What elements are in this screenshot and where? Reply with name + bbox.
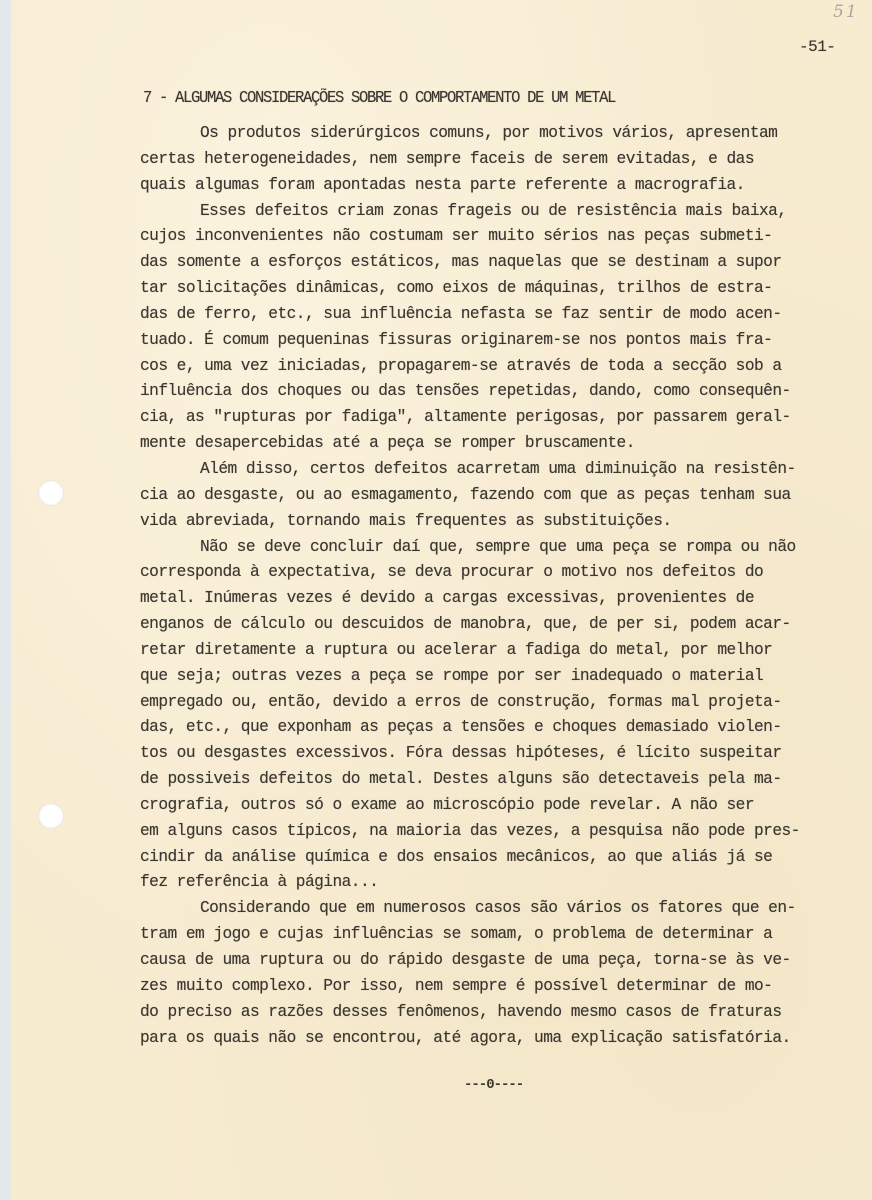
text-line: empregado ou, então, devido a erros de construção, formas mal projeta- — [140, 692, 782, 711]
body-text — [140, 121, 872, 1051]
text-line: fez referência à página... — [140, 873, 379, 892]
section-heading: 7 - ALGUMAS CONSIDERAÇÕES SOBRE O COMPORTAMENTO DE UM METAL — [143, 88, 616, 108]
document-page — [11, 0, 872, 1200]
page-number: -51- — [799, 38, 836, 56]
text-line: para os quais não se encontrou, até agora, uma explicação satisfatória. — [140, 1028, 791, 1047]
text-line: tos ou desgastes excessivos. Fóra dessas hipóteses, é lícito suspeitar — [140, 744, 782, 763]
text-line: tar solicitações dinâmicas, como eixos de máquinas, trilhos de estra- — [140, 279, 773, 298]
paragraph-first-line: Esses defeitos criam zonas frageis ou de resistência mais baixa, — [200, 201, 787, 220]
paragraph-first-line: Não se deve concluir daí que, sempre que uma peça se rompa ou não — [200, 537, 796, 556]
text-line: enganos de cálculo ou descuidos de manobra, que, de per si, podem acar- — [140, 615, 791, 634]
text-line: certas heterogeneidades, nem sempre faceis de serem evitadas, e das — [140, 149, 754, 168]
section-end-separator: ---0---- — [464, 1077, 524, 1093]
text-line: causa de uma ruptura ou do rápido desgaste de uma peça, torna-se às ve- — [140, 951, 791, 969]
text-line: cos e, uma vez iniciadas, propagarem-se através de toda a secção sob a — [140, 356, 782, 375]
text-line: metal. Inúmeras vezes é devido a cargas excessivas, provenientes de — [140, 589, 754, 608]
text-line: cia ao desgaste, ou ao esmagamento, fazendo com que as peças tenham sua — [140, 485, 791, 504]
text-line: das somente a esforços estáticos, mas naquelas que se destinam a supor — [140, 253, 782, 272]
text-line: zes muito complexo. Por isso, nem sempre é possível determinar de mo- — [140, 976, 773, 995]
text-line: em alguns casos típicos, na maioria das vezes, a pesquisa não pode pres- — [140, 821, 800, 840]
text-line: corresponda à expectativa, se deva procurar o motivo nos defeitos do — [140, 563, 764, 582]
text-line: cujos inconvenientes não costumam ser muito sérios nas peças submeti- — [140, 227, 773, 246]
text-line: das, etc., que exponham as peças a tensões e choques demasiado violen- — [140, 718, 782, 737]
text-line: de possiveis defeitos do metal. Destes alguns são detectaveis pela ma- — [140, 770, 782, 789]
text-line: do preciso as razões desses fenômenos, havendo mesmo casos de fraturas — [140, 1002, 782, 1021]
handwritten-page-number: 51 — [833, 2, 859, 22]
text-line: tram em jogo e cujas influências se somam, o problema de determinar a — [140, 925, 773, 944]
text-line: que seja; outras vezes a peça se rompe por ser inadequado o material — [140, 666, 764, 685]
text-line: cia, as "rupturas por fadiga", altamente perigosas, por passarem geral- — [140, 408, 791, 427]
text-line: quais algumas foram apontadas nesta parte referente a macrografia. — [140, 175, 745, 194]
text-line: retar diretamente a ruptura ou acelerar a fadiga do metal, por melhor — [140, 640, 773, 659]
punch-hole — [38, 480, 64, 506]
text-line: influência dos choques ou das tensões repetidas, dando, como consequên- — [140, 382, 791, 401]
text-line: cindir da análise química e dos ensaios mecânicos, ao que aliás já se — [140, 847, 773, 866]
text-line: mente desapercebidas até a peça se romper bruscamente. — [140, 434, 635, 453]
paragraph-first-line: Além disso, certos defeitos acarretam uma diminuição na resistên- — [200, 459, 796, 478]
text-line: crografia, outros só o exame ao microscópio pode revelar. A não ser — [140, 795, 754, 814]
text-line: vida abreviada, tornando mais frequentes as substituições. — [140, 511, 672, 530]
paragraph-first-line: Os produtos siderúrgicos comuns, por motivos vários, apresentam — [200, 124, 778, 142]
paragraph-first-line: Considerando que em numerosos casos são vários os fatores que en- — [200, 899, 796, 918]
text-line: das de ferro, etc., sua influência nefasta se faz sentir de modo acen- — [140, 304, 782, 323]
punch-hole — [38, 803, 64, 829]
text-line: tuado. É comum pequeninas fissuras originarem-se nos pontos mais fra- — [140, 330, 773, 349]
